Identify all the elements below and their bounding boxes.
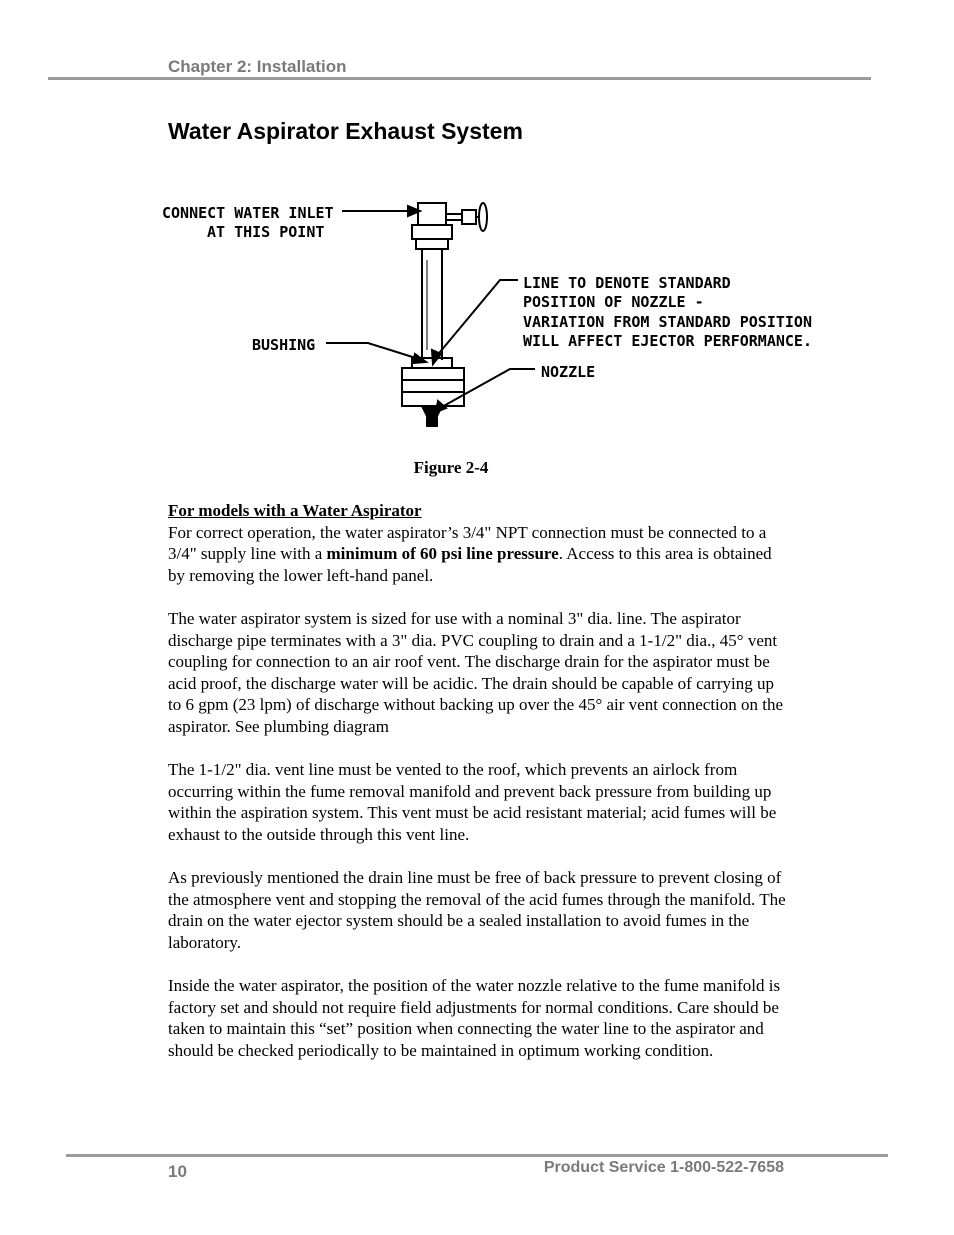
page-number: 10 xyxy=(168,1162,187,1181)
header-divider xyxy=(48,77,871,80)
figure-caption: Figure 2-4 xyxy=(413,458,489,477)
label-nozzle: NOZZLE xyxy=(541,363,596,381)
label-inlet-line1: CONNECT WATER INLET xyxy=(162,204,334,222)
subheading: For models with a Water Aspirator xyxy=(168,501,422,520)
body-text xyxy=(168,500,788,1083)
paragraph-1-text-b: . Access to this area is obtained by removing the lower left-hand panel. xyxy=(168,544,772,585)
valve-handle xyxy=(479,203,487,231)
paragraph-1-text-a: For correct operation, the water aspirator’s 3/4" NPT connection must be connected to a 3/4" supply line with a xyxy=(168,522,767,564)
section-title: Water Aspirator Exhaust System xyxy=(168,118,523,144)
footer-divider xyxy=(66,1154,888,1157)
nozzle-leader-line xyxy=(440,369,535,408)
paragraph-4: As previously mentioned the drain line must be free of back pressure to prevent closing of the atmosphere vent and stopping the removal of the acid fumes through the manifold. The drain on the water ejector system should be a sealed installation to avoid fumes in the laboratory. xyxy=(168,868,786,952)
paragraph-1 xyxy=(168,522,788,587)
label-standard-line4: WILL AFFECT EJECTOR PERFORMANCE. xyxy=(523,332,812,350)
chapter-header: Chapter 2: Installation xyxy=(168,57,347,76)
aspirator-diagram xyxy=(140,170,840,440)
inlet-fitting xyxy=(418,203,446,225)
paragraph-5: Inside the water aspirator, the position of the water nozzle relative to the fume manifold is factory set and should not require field adjustments for normal conditions. Care should be taken to maintain this “set” position when connecting the water line to the aspirator and should be checked periodically to be maintained in optimum working condition. xyxy=(168,976,781,1060)
pressure-requirement: minimum of 60 psi line pressure xyxy=(326,544,559,564)
bushing-leader-line xyxy=(326,343,422,360)
label-bushing: BUSHING xyxy=(252,336,316,354)
label-inlet-line2: AT THIS POINT xyxy=(207,223,325,241)
label-standard-line3: VARIATION FROM STANDARD POSITION xyxy=(523,313,812,331)
paragraph-2: The water aspirator system is sized for use with a nominal 3" dia. line. The aspirator discharge pipe terminates with a 3" dia. PVC coupling to drain and a 1-1/2" dia., 45° vent coupling for connection to an air roof vent. The discharge drain for the aspirator must be acid proof, the discharge water will be acidic. The drain should be capable of carrying up to 6 gpm (23 lpm) of discharge without backing up over the 45° air vent connection on the aspirator. See plumbing diagram xyxy=(168,608,784,736)
label-standard-line1: LINE TO DENOTE STANDARD xyxy=(523,274,731,292)
product-service-phone: Product Service 1-800-522-7658 xyxy=(543,1159,784,1176)
standard-position-leader xyxy=(435,280,518,358)
label-standard-line2: POSITION OF NOZZLE - xyxy=(523,293,704,311)
paragraph-3: The 1-1/2" dia. vent line must be vented to the roof, which prevents an airlock from occurring within the fume removal manifold and prevent back pressure from building up within the aspiration system. This vent must be acid resistant material; acid fumes will be exhaust to the outside through this vent line. xyxy=(168,760,777,844)
